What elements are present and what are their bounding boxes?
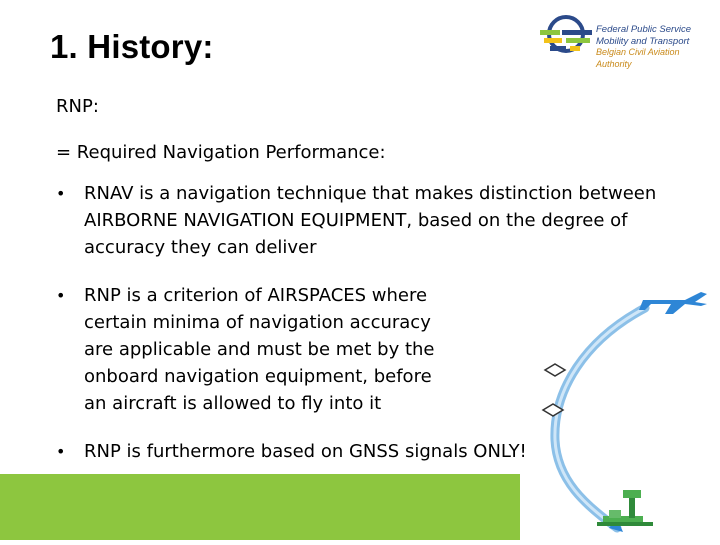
bullet-text-2: [84, 282, 484, 417]
bullet-2-line-1: RNP is a criterion of AIRSPACES where: [84, 285, 428, 306]
logo-line-1: Federal Public Service: [596, 24, 692, 35]
logo-text: [596, 24, 712, 70]
bullet-2-line-4: onboard navigation equipment, before: [84, 366, 432, 387]
bullet-2-line-5: an aircraft is allowed to fly into it: [84, 393, 382, 414]
bullet-1-line-2: AIRBORNE NAVIGATION EQUIPMENT, based on the degree of: [84, 210, 628, 231]
slide-title: 1. History:: [50, 28, 214, 65]
bullet-2-line-3: are applicable and must be met by the: [84, 339, 435, 360]
bullet-symbol: •: [56, 286, 66, 305]
bullet-3-line-1: RNP is furthermore based on GNSS signals ONLY!: [84, 441, 527, 462]
airport-icon: [597, 490, 653, 526]
rnp-heading: RNP:: [56, 96, 99, 117]
airplane-icon: [639, 292, 707, 314]
waypoint-icon: [545, 364, 565, 376]
bullet-symbol: •: [56, 442, 66, 461]
rnp-flight-path-illustration: [525, 270, 720, 540]
bullet-2-line-2: certain minima of navigation accuracy: [84, 312, 431, 333]
flight-path-graphic: [525, 270, 720, 540]
bullet-text-1: [84, 180, 692, 261]
logo-line-2: Mobility and Transport: [596, 35, 690, 47]
bullet-symbol: •: [56, 184, 66, 203]
rnp-definition: = Required Navigation Performance:: [56, 142, 386, 163]
bullet-1-line-3: accuracy they can deliver: [84, 237, 317, 258]
fps-logo-emblem-icon: [536, 8, 596, 66]
fps-mobility-logo: [536, 8, 712, 69]
accent-bar: [0, 474, 520, 540]
bullet-1-line-1: RNAV is a navigation technique that makes distinction between: [84, 183, 657, 204]
logo-line-3: Belgian Civil Aviation Authority: [596, 47, 680, 69]
